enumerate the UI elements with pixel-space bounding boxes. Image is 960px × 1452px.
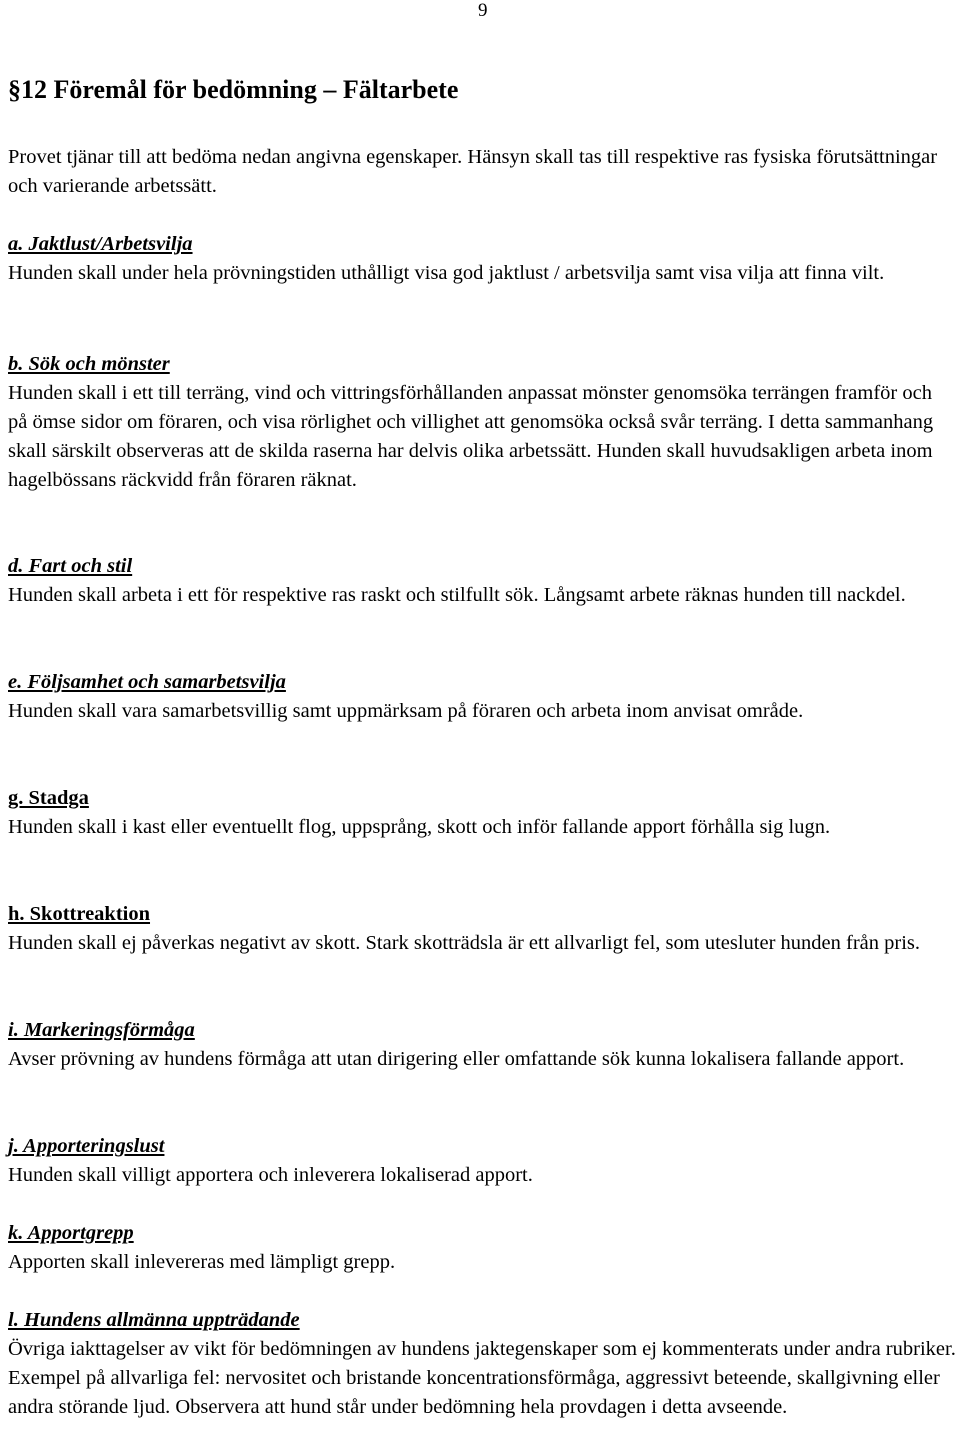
section-body: Hunden skall i kast eller eventuellt flog, uppsprång, skott och inför fallande apport förhålla sig lugn.: [8, 816, 831, 838]
section-skottreaktion: [8, 900, 956, 958]
section-heading: j. Apporteringslust: [8, 1135, 165, 1157]
section-foljsamhet: [8, 668, 956, 726]
section-heading: d. Fart och stil: [8, 555, 133, 577]
section-heading: g. Stadga: [8, 787, 89, 809]
section-body: Hunden skall ej påverkas negativt av skott. Stark skotträdsla är ett allvarligt fel, som utesluter hunden från pris.: [8, 932, 921, 954]
page-number: 9: [478, 0, 488, 21]
section-sok-och-monster: [8, 350, 956, 495]
section-apportgrepp: [8, 1219, 956, 1277]
section-body: Hunden skall vara samarbetsvillig samt uppmärksam på föraren och arbeta inom anvisat område.: [8, 700, 804, 722]
section-body: Hunden skall under hela prövningstiden uthålligt visa god jaktlust / arbetsvilja samt visa vilja att finna vilt.: [8, 262, 885, 284]
section-body: Övriga iakttagelser av vikt för bedömningen av hundens jaktegenskaper som ej kommenterats under andra rubriker. Exempel på allvarliga fel: nervositet och bristande koncentrationsförmåga, aggressivt beteende, skallgivning eller andra störande ljud. Observera att hund står under bedömning hela provdagen i detta avseende.: [8, 1338, 956, 1418]
section-body: Hunden skall villigt apportera och inleverera lokaliserad apport.: [8, 1164, 533, 1186]
section-heading: l. Hundens allmänna uppträdande: [8, 1309, 300, 1331]
section-heading: a. Jaktlust/Arbetsvilja: [8, 233, 193, 255]
section-body: Hunden skall i ett till terräng, vind och vittringsförhållanden anpassat mönster genomsöka terrängen framför och på ömse sidor om föraren, och visa rörlighet och villighet att genomsöka också svår terräng. I detta sammanhang skall särskilt observeras att de skilda raserna har delvis olika arbetssätt. Hunden skall huvudsakligen arbeta inom hagelbössans räckvidd från föraren räknat.: [8, 382, 934, 491]
section-heading: e. Följsamhet och samarbetsvilja: [8, 671, 286, 693]
section-heading: i. Markeringsförmåga: [8, 1019, 195, 1041]
section-stadga: [8, 784, 956, 842]
intro-paragraph: Provet tjänar till att bedöma nedan angivna egenskaper. Hänsyn skall tas till respektive ras fysiska förutsättningar och varierande arbetssätt.: [8, 146, 938, 197]
section-heading: b. Sök och mönster: [8, 353, 170, 375]
section-body: Hunden skall arbeta i ett för respektive ras raskt och stilfullt sök. Långsamt arbete räknas hunden till nackdel.: [8, 584, 906, 606]
page-title: §12 Föremål för bedömning – Fältarbete: [8, 75, 459, 104]
section-jaktlust: [8, 230, 956, 288]
section-body: Avser prövning av hundens förmåga att utan dirigering eller omfattande sök kunna lokalisera fallande apport.: [8, 1048, 905, 1070]
section-markeringsformaga: [8, 1016, 956, 1074]
section-apporteringslust: [8, 1132, 956, 1190]
section-allmanna-uppträdande: [8, 1306, 956, 1422]
section-heading: k. Apportgrepp: [8, 1222, 134, 1244]
section-fart-och-stil: [8, 552, 956, 610]
section-heading: h. Skottreaktion: [8, 903, 151, 925]
section-body: Apporten skall inlevereras med lämpligt grepp.: [8, 1251, 396, 1273]
